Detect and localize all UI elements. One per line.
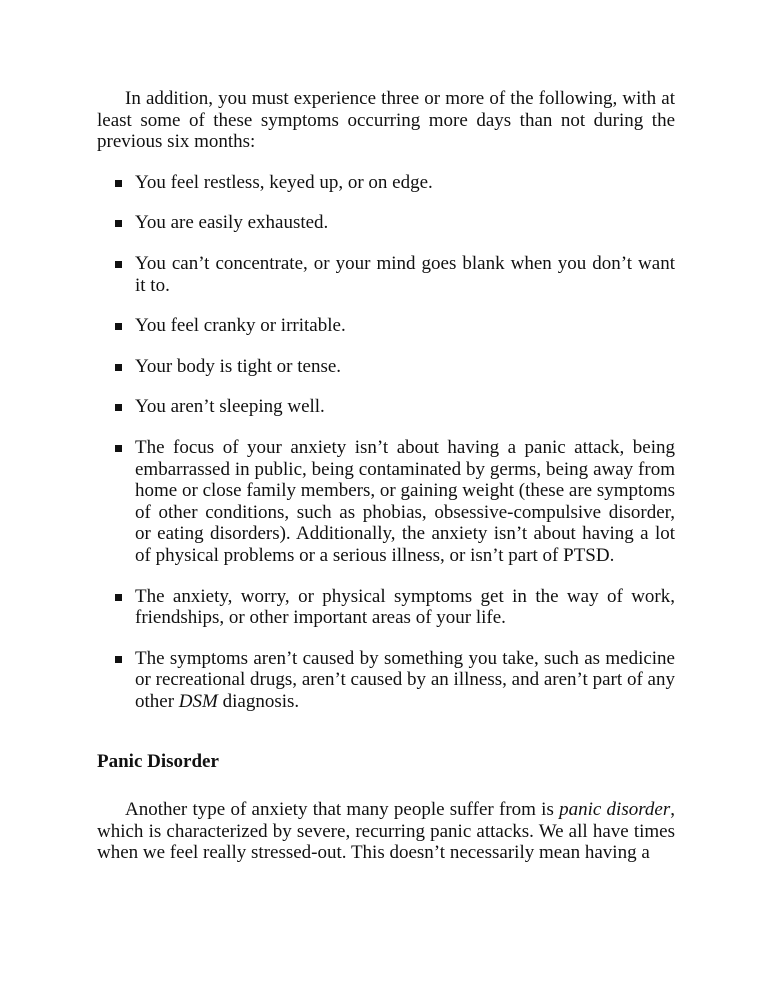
panic-disorder-paragraph	[97, 799, 675, 864]
list-item	[97, 396, 675, 418]
symptom-list	[97, 172, 675, 713]
list-item	[97, 648, 675, 713]
list-item-text: The focus of your anxiety isn’t about having a panic attack, being embarrassed in public, being contaminated by germs, being away from home or close family members, or gaining weight (these are symptoms of other conditions, such as phobias, obsessive-compulsive disorder, or eating disorders). Additionally, the anxiety isn’t about having a lot of physical problems or a serious illness, or isn’t part of PTSD.	[135, 436, 675, 566]
list-item-text-part: The symptoms aren’t caused by something you take, such as medicine or recreational drugs, aren’t caused by an illness, and aren’t part of any other	[135, 647, 675, 712]
paragraph-text-part: , which is characterized by severe, recurring panic attacks. We all have times when we feel really stressed-out. This doesn’t necessarily mean having a	[97, 799, 675, 864]
square-bullet-icon	[115, 364, 122, 371]
document-page	[97, 88, 675, 864]
square-bullet-icon	[115, 261, 122, 268]
square-bullet-icon	[115, 594, 122, 601]
square-bullet-icon	[115, 180, 122, 187]
list-item	[97, 315, 675, 337]
list-item-text: Your body is tight or tense.	[135, 355, 342, 377]
square-bullet-icon	[115, 656, 122, 663]
section-heading: Panic Disorder	[97, 751, 219, 773]
square-bullet-icon	[115, 445, 122, 452]
list-item-text: The anxiety, worry, or physical symptoms get in the way of work, friendships, or other important areas of your life.	[135, 585, 675, 629]
square-bullet-icon	[115, 220, 122, 227]
list-item	[97, 253, 675, 296]
square-bullet-icon	[115, 323, 122, 330]
intro-paragraph: In addition, you must experience three or more of the following, with at least some of these symptoms occurring more days than not during the previous six months:	[97, 88, 675, 153]
list-item-text: You aren’t sleeping well.	[135, 396, 325, 418]
list-item	[97, 586, 675, 629]
square-bullet-icon	[115, 404, 122, 411]
list-item	[97, 212, 675, 234]
list-item-text-part: diagnosis.	[217, 690, 300, 712]
dsm-emphasis: DSM	[178, 690, 218, 712]
list-item-text: You can’t concentrate, or your mind goes blank when you don’t want it to.	[135, 252, 675, 296]
panic-disorder-emphasis: panic disorder	[559, 799, 671, 821]
list-item-text: You feel restless, keyed up, or on edge.	[135, 171, 433, 193]
paragraph-text-part: Another type of anxiety that many people suffer from is	[125, 799, 560, 821]
list-item	[97, 172, 675, 194]
list-item-text: You feel cranky or irritable.	[135, 315, 346, 337]
list-item	[97, 356, 675, 378]
list-item-text	[135, 648, 675, 712]
list-item-text: You are easily exhausted.	[135, 212, 329, 234]
list-item	[97, 437, 675, 567]
